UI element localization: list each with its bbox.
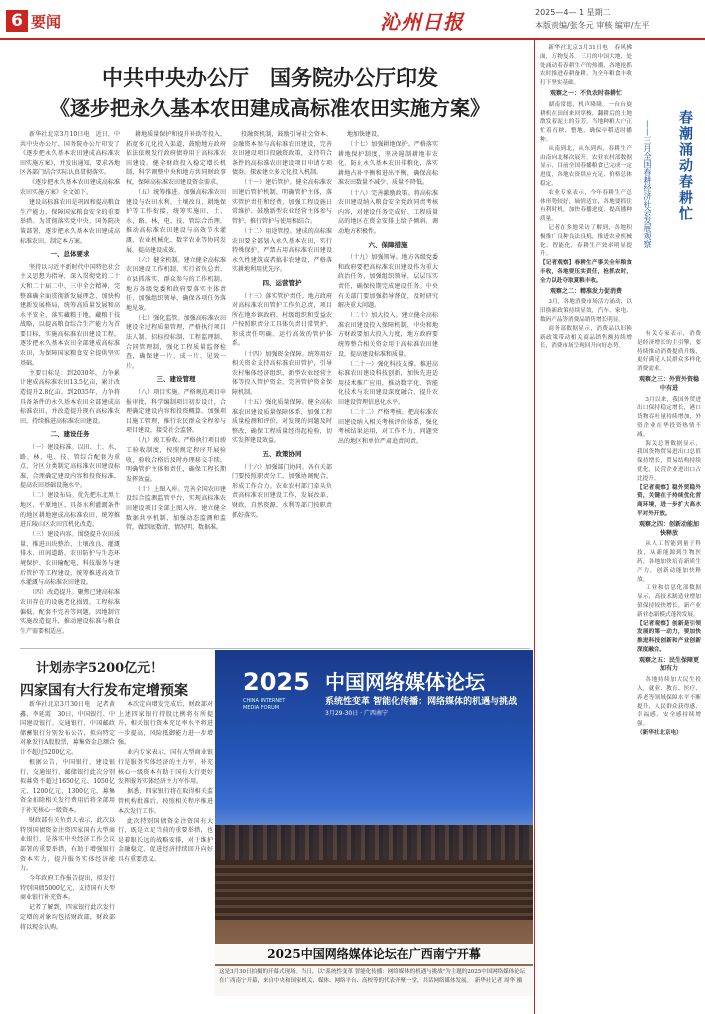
paragraph: 有关专家表示，消费是经济增长的主引擎，要持续推动消费提质升级，更好满足人民群众多样化消费需求。 [637, 331, 701, 373]
subheading: 观察之四：创新动能加快释放 [638, 520, 699, 537]
paragraph: 新华社北京3月10日电 近日，中共中央办公厅、国务院办公厅印发了《逐步把永久基本农田建成高标准农田实施方案》，并发出通知，要求各地区各部门结合实际认真贯彻落实。 [20, 131, 120, 177]
paragraph: 本次定向增发完成后，财政部对上述四家银行持股比例将有所提升，相关银行资本充足率水平将进一步提高，风险抵御能力进一步增强。 [118, 701, 213, 747]
subheading: 观察之三：外贸外资稳中有进 [638, 375, 699, 392]
paragraph: （六）健全机制。建立健全高标准农田建设工作机制，实行省负总责、市县抓落实、群众参与的工作机制。地方各级党委和政府要落实主体责任，加强组织领导，确保各项任务落地见效。 [126, 256, 226, 312]
paragraph: （十七）加强耕地保护。严格落实耕地保护制度，坚决遏制耕地非农化、防止永久基本农田非粮化，落实耕地占补平衡和进出平衡，确保高标准农田数量不减少、质量不降低。 [338, 141, 438, 187]
paragraph: （十九）加强领导。地方各级党委和政府要把高标准农田建设作为重大政治任务，加强组织领导，层层压实责任，确保按期完成建设任务。中央有关部门要加强指导督促，及时研究解决重大问题。 [338, 254, 438, 310]
paragraph: 地加快建设。 [347, 131, 384, 138]
subheading: 观察之五：民生保障更加有力 [638, 656, 699, 673]
paragraph: 坚持以习近平新时代中国特色社会主义思想为指导，深入贯彻党的二十大和二十届二中、三中全会精神，完整准确全面贯彻新发展理念，加快构建新发展格局，统筹高质量发展和高水平安全，落实藏粮于地、藏粮于技战略，以提高粮食综合生产能力为首要目标，实施高标准农田建设工程，逐步把永久基本农田全部建成高标准农田，为保障国家粮食安全提供坚实基础。 [20, 263, 120, 367]
finance-title1: 计划赤字5200亿元！ [36, 661, 164, 676]
paragraph: （十八）完善激励政策。将高标准农田建设纳入粮食安全党政同责考核内容，对建设任务完成好、工程质量高的地区在资金安排上给予倾斜，调动地方积极性。 [338, 189, 438, 235]
paragraph: （十二）用途管控。建成的高标准农田要全部划入永久基本农田，实行特殊保护，严禁占用高标准农田建设永久性建筑或者搞非农建设，严格落实耕地利用优先序。 [232, 227, 332, 274]
paragraph: （七）强化监管。加强高标准农田建设全过程质量管理，严格执行项目法人制、招标投标制、工程监理制、合同管理制，强化工程质量监督检查，确保建一片、成一片、见效一片。 [126, 314, 226, 370]
finance-col1 [20, 700, 115, 1010]
page-header [0, 0, 705, 40]
photo-seats [215, 860, 533, 920]
paragraph: （一）建设标准。以田、土、水、路、林、电、技、管综合配套为重点，分区分类制定高标准农田建设标准，合理确定建设内容和投资标准，提高农田基础设施水平。 [20, 443, 120, 490]
paragraph: 农业专家表示，今年春耕生产总体形势较好，墒情适宜，各地要抓住有利时机，加快春播进度，提高播种质量。 [540, 189, 632, 223]
main-article-col4 [338, 130, 438, 645]
sidebar-col2 [637, 330, 701, 1010]
subheading: 观察之二：精准发力促消费 [549, 287, 622, 295]
paragraph: （三）建设内容。围绕提升农田质量，推进田块整治、土壤改良、灌溉排水、田间道路、农田防护与生态环境保护、农田输配电、科技服务与建后管护等工程建设，统筹推进高效节水灌溉与高标准农田建设。 [20, 531, 120, 587]
paragraph: 《逐步把永久基本农田建成高标准农田实施方案》全文如下。 [20, 179, 120, 197]
paragraph: 【记者观察】创新是引领发展的第一动力，要加快推进科技创新和产业创新深度融合。 [637, 620, 701, 653]
sidebar-subtitle: ——三月全国春耕经济社会发展观察 [643, 120, 652, 248]
photo-crowd [215, 825, 533, 860]
main-article-col1 [20, 130, 120, 645]
issue-date: 2025—4— 1 星期二 [535, 8, 611, 17]
paragraph: 商务部数据显示，消费品以旧换新政策带动相关商品销售额持续增长，消费市场呈现回升向好态势。 [540, 325, 632, 350]
subheading: 四、运营管护 [262, 278, 302, 287]
headline-line2: 《逐步把永久基本农田建成高标准农田实施方案》 [50, 96, 490, 120]
paragraph: 【记者观察】稳外贸稳外资，关键在于持续优化营商环境，进一步扩大高水平对外开放。 [637, 484, 701, 517]
paragraph: 海关总署数据显示，我国货物贸易进出口总值保持增长，贸易结构持续优化，民营企业进出口占比提升。 [637, 440, 701, 482]
subheading: 五、政策协同 [262, 450, 302, 458]
paragraph: （新华社北京电） [637, 730, 682, 737]
paragraph: 据悉，四家银行将在取得相关监管机构批准后，按照相关程序推进本次发行工作。 [118, 788, 213, 815]
paragraph: （二十二）严格考核。把高标准农田建设纳入相关考核评价体系，强化考核结果运用，对工作不力、问题突出的地区和单位严肃追责问责。 [338, 409, 438, 445]
subheading: 二、建设任务 [50, 430, 90, 439]
paragraph: 3月，各地消费市场活力涌动，以旧换新政策持续显效，汽车、家电、数码产品等消费品销售增长明显。 [540, 299, 632, 323]
paragraph: （九）竣工验收。严格执行项目竣工验收制度，按照规定程序开展验收，验收合格后及时办理移交手续，明确管护主体和责任，确保工程长期发挥效益。 [126, 437, 226, 483]
photo-date: 3月29-30日 · 广西南宁 [325, 710, 388, 717]
sidebar-col1 [540, 44, 632, 1009]
paragraph: （二十）加大投入。建立健全高标准农田建设投入保障机制，中央和地方财政要加大投入力度，地方政府要统筹整合相关资金用于高标准农田建设，提高建设标准和质量。 [338, 312, 438, 358]
photo-title: 中国网络媒体论坛 [325, 670, 485, 694]
paragraph: 【记者观察】春耕生产事关全年粮食丰收，各地要压实责任，抢抓农时，全力以赴夺取夏粮丰收。 [540, 260, 632, 284]
paragraph: （八）项目实施。严格规范项目申报审批，科学编制项目初步设计，合理确定建设内容和投资概算。加强项目施工管理，推行农民群众全程参与项目建设，接受社会监督。 [126, 388, 226, 435]
paragraph: 从人工智能到量子科技，从新能源到生物医药，各地加快培育新质生产力，创新动能加快释放。 [637, 541, 701, 583]
finance-col2 [118, 700, 213, 1010]
divider-line [20, 648, 530, 649]
section-title: 要闻 [31, 13, 62, 31]
paragraph: （二十一）强化科技支撑。推进高标准农田建设科技创新，加快先进适用技术推广应用，推动数字化、智能化技术与农田建设深度融合，提升农田建设管理信息化水平。 [338, 360, 438, 407]
paragraph: （二）建设布局。优先把东北黑土地区、平原地区、具备水利灌溉条件的地区耕地建成高标准农田，统筹推进丘陵山区农田宜机化改造。 [20, 492, 120, 529]
paragraph: （十六）加强部门协同。各有关部门要按照职责分工，加强协调配合，形成工作合力。农业农村部门牵头负责高标准农田建设工作，发展改革、财政、自然资源、水利等部门按职责抓好落实。 [232, 463, 332, 519]
newspaper-logo: 沁州日报 [380, 10, 464, 34]
photo-en-title: CHINA INTERNET MEDIA FORUM [243, 698, 286, 711]
paragraph: 从南到北，从东到西，春耕生产由南向北梯次展开。农业农村部数据显示，目前全国春播粮食已完成一定进度，各地农资供应充足、价格总体稳定。 [540, 145, 632, 187]
paragraph: （十五）强化质量保障。健全高标准农田建设质量保障体系，加强工程质量检测和评价，对发现的问题及时整改，确保工程质量经得起检验，切实发挥建设效益。 [232, 399, 332, 445]
finance-headline [20, 657, 210, 700]
subheading: 观察之一：不负农时春耕忙 [549, 89, 622, 97]
paragraph: 建设高标准农田是巩固和提高粮食生产能力、保障国家粮食安全的重要举措。为贯彻落实党中央、国务院决策部署，逐步把永久基本农田建成高标准农田，制定本方案。 [20, 199, 120, 245]
paragraph: （十四）加强资金保障。统筹用好相关资金支持高标准农田管护，引导农村集体经济组织、新型农业经营主体等投入管护资金，完善管护资金保障机制。 [232, 350, 332, 396]
paragraph: 3月以来，我国外贸进出口保持稳定增长，港口货物吞吐量持续增加，外资企业在华投资热情不减。 [637, 396, 701, 438]
paragraph: （四）改造提升。聚焦已建高标准农田存在的设施老化损毁、工程标准偏低、配套不完善等问题，因地制宜实施改造提升，推动建设标准与粮食生产需要相适应。 [20, 589, 120, 635]
paragraph: 财政部有关负责人表示，此次以特别国债资金注资四家国有大型商业银行，是落实中央经济工作会议部署的重要举措，有助于增强银行资本实力，提升服务实体经济能力。 [20, 817, 115, 873]
paragraph: 耕地质量保护和提升补助等投入，拓宽多元化投入渠道，鼓励地方政府依法依规发行政府债券用于高标准农田建设。健全财政投入稳定增长机制，科学调整中央和地方共同财政事权，保障高标准农田建设资金需求。 [126, 131, 226, 186]
paragraph: 各地持续加大民生投入，就业、教育、医疗、养老等领域保障水平不断提升，人民群众获得感、幸福感、安全感持续增强。 [637, 677, 701, 728]
paragraph: （十三）落实管护责任。地方政府对高标准农田管护工作负总责，项目所在地乡镇政府、村级组织和受益农户按照职责分工具体负责日常管护，形成责任明确、运行高效的管护体系。 [232, 292, 332, 348]
paragraph: （五）统筹推进。加强高标准农田建设与农田水利、土壤改良、耕地保护等工作衔接，统筹实施田、土、水、路、林、电、技、管综合治理，推动高标准农田建设与高效节水灌溉、农业机械化、数字农业等协同发展，提高建设成效。 [126, 189, 226, 254]
paragraph: 记者在多地采访了解到，各地积极推广良种良法良机，推进农业机械化、智能化，春耕生产效率明显提升。 [540, 224, 632, 258]
photo-caption: 这是3月30日拍摄的开幕式现场。当日，以"系统性变革 智能化传播：网络媒体的机遇与挑战"为主题的2025中国网络媒体论坛在广西南宁开幕，来自中央和国家机关、媒体、网络平台、高校等的代表齐聚一堂，共话网络媒体发展。 新华社记者 周华 摄 [215, 966, 533, 1012]
paragraph: 今年政府工作报告提出，拟发行特别国债5000亿元，支持国有大型商业银行补充资本。 [20, 875, 115, 902]
paragraph: 工业和信息化部数据显示，高技术制造业增加值保持较快增长，新产业新业态新模式蓬勃发展。 [637, 585, 701, 618]
paragraph: 投融资机制，鼓励引导社会资本、金融资本参与高标准农田建设，完善农田建设项目投融资政策，支持符合条件的高标准农田建设项目申请专项债券，探索建立多元化投入机制。 [232, 131, 332, 177]
paragraph: 根据公告，中国银行、建设银行、交通银行、邮储银行此次分别拟募资不超过1650亿元、1050亿元、1200亿元、1300亿元，募集资金扣除相关发行费用后将全部用于补充核心一级资本。 [20, 759, 115, 815]
paragraph: 新华社北京3月30日电 记者黄鑫、李延霞 30日，中国银行、中国建设银行、交通银行、中国邮政储蓄银行分别发布公告，拟向特定对象发行A股股票，募集资金总额合计不超过5200亿元。 [20, 701, 115, 756]
page-number: 6 [6, 10, 28, 32]
finance-title2: 四家国有大行发布定增预案 [20, 683, 188, 699]
paragraph: 新华社北京3月31日电 春风拂面，万物复苏。三月的中国大地，处处涌动着春耕生产的热潮，各地抢抓农时推进春耕备耕，为全年粮食丰收打下坚实基础。 [540, 45, 632, 87]
header-meta [535, 6, 700, 32]
paragraph: 记者了解到，四家银行此次发行定增的对象均包括财政部，财政部将以现金认购。 [20, 904, 115, 931]
paragraph: 湖南常德，机声隆隆。一台台旋耕机在田间来回穿梭，翻耕后的土地散发着泥土的芬芳。当地种粮大户正忙着育秧、整地，确保早稻适时播种。 [540, 101, 632, 143]
photo-year: 2025 [243, 668, 310, 696]
subheading: 三、建设管理 [156, 375, 196, 384]
main-article-col3 [232, 130, 332, 645]
paragraph: 此次特别国债资金注资国有大行，既是立足当前的重要举措，也是着眼长远的战略安排，对于维护金融稳定、促进经济持续回升向好具有重要意义。 [118, 817, 213, 863]
subheading: 一、总体要求 [50, 250, 90, 259]
paragraph: 主要目标是：到2030年，力争累计建成高标准农田13.5亿亩，累计改造提升2.8亿亩。到2035年，力争将具备条件的永久基本农田全部建成高标准农田，并改造提升现有高标准农田，持续推进高标准农田建设。 [20, 369, 120, 425]
paragraph: （十一）建后管护。健全高标准农田建后管护机制，明确管护主体，落实管护责任和经费，加强工程设施日常维护。鼓励新型农业经营主体参与管护，推行管护与使用相结合。 [232, 179, 332, 225]
photo-headline: 2025中国网络媒体论坛在广西南宁开幕 [215, 944, 533, 964]
paragraph: 业内专家表示，国有大型商业银行是服务实体经济的主力军，补充核心一级资本有助于国有大行更好发挥服务实体经济主力军作用。 [118, 749, 213, 786]
subheading: 六、保障措施 [368, 240, 408, 249]
headline-line1: 中共中央办公厅 国务院办公厅印发 [102, 65, 438, 90]
paragraph: （十）上图入库。完善全国农田建设综合监测监管平台，实现高标准农田建设项目全部上图入库，建立健全数据共享机制，加强动态监测和监管，做到底数清、情况明、数据准。 [126, 485, 226, 532]
editor-line: 本版责编/张冬元 审核 编审/左平 [535, 21, 650, 30]
main-article-col2 [126, 130, 226, 645]
photo-subtitle: 系统性变革 智能化传播：网络媒体的机遇与挑战 [325, 697, 518, 707]
sidebar-title: 春潮涌动春耕忙 [677, 110, 693, 222]
